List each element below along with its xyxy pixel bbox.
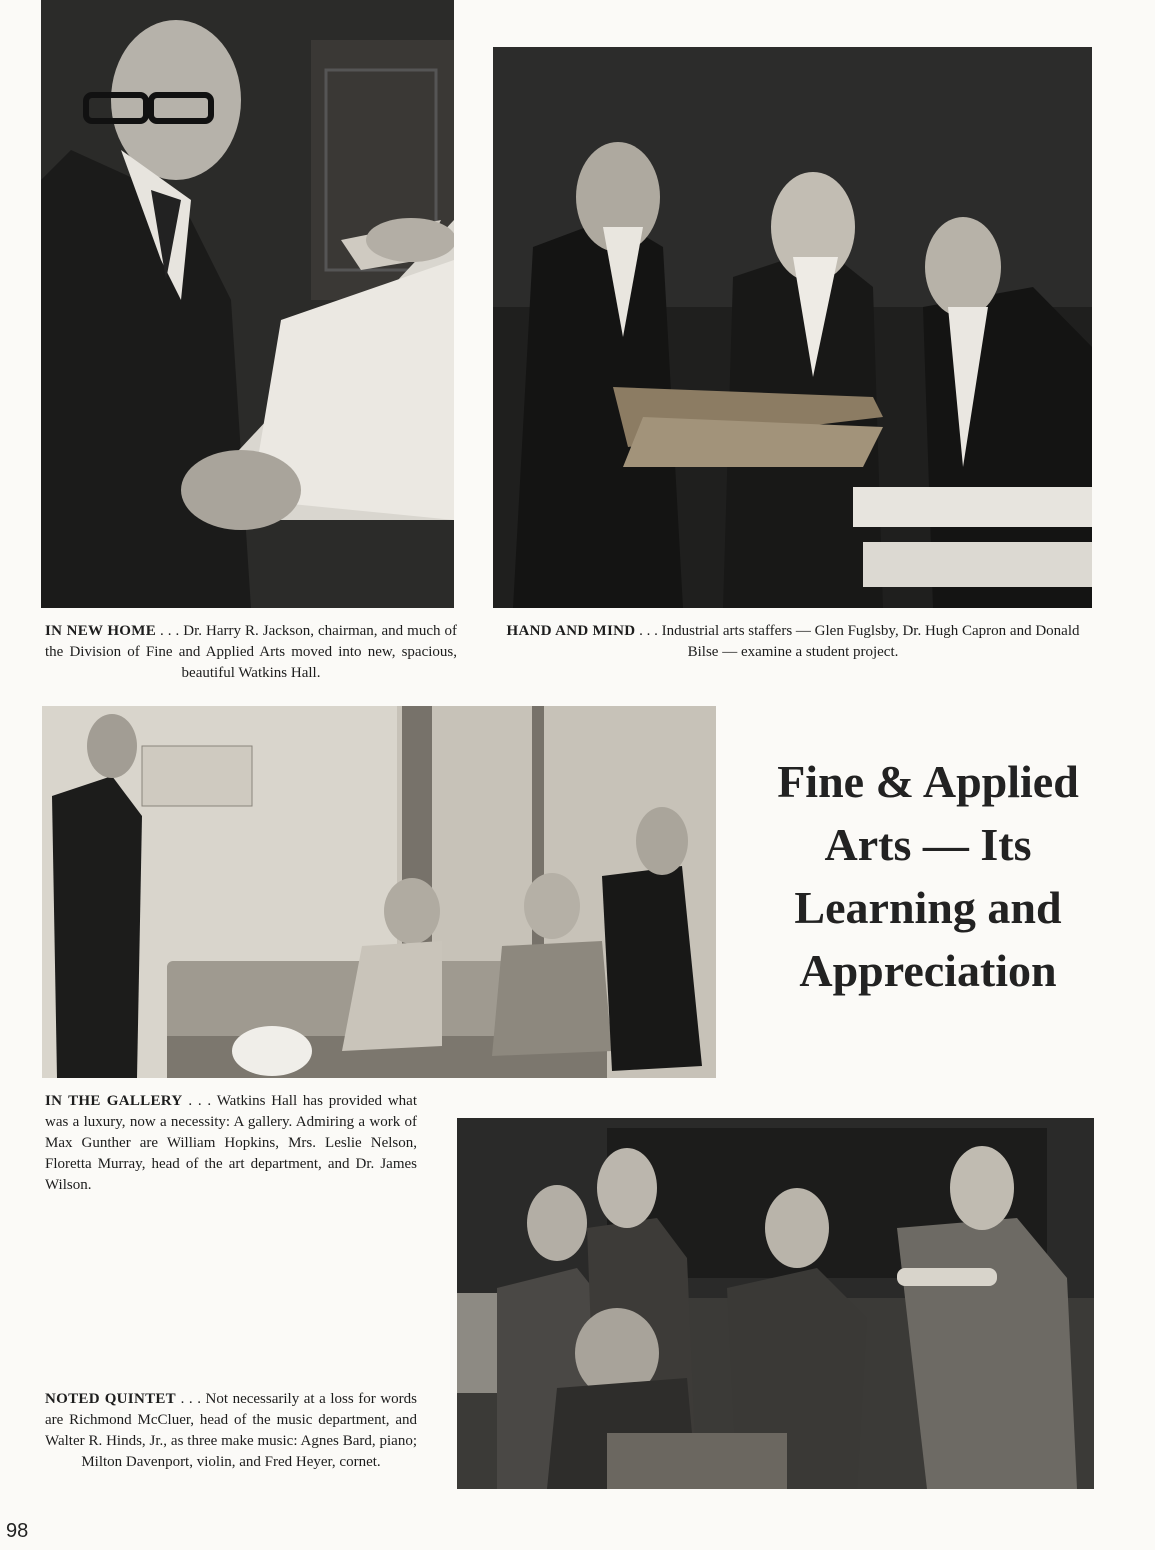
- page-title: [738, 750, 1118, 1002]
- caption-in-the-gallery: [45, 1091, 417, 1196]
- caption-text: . . . Watkins Hall has provided what was a luxury, now a necessity: A gallery. Admiring a work of Max Gunther are William Hopkins, Mrs. Leslie Nelson, Floretta Murray, head of the art department, and Dr. James Wilson.: [45, 1093, 417, 1193]
- title-line: Appreciation: [799, 945, 1057, 996]
- title-line: Fine & Applied: [777, 756, 1079, 807]
- caption-lead: IN THE GALLERY: [45, 1093, 183, 1109]
- caption-in-new-home: [45, 621, 457, 684]
- photo-in-the-gallery: [42, 706, 716, 1078]
- caption-lead: NOTED QUINTET: [45, 1391, 176, 1407]
- caption-text: . . . Dr. Harry R. Jackson, chairman, and much of the Division of Fine and Applied Arts moved into new, spacious, beautiful Watkins Hall.: [45, 623, 457, 681]
- caption-hand-and-mind: [493, 621, 1093, 663]
- caption-lead: IN NEW HOME: [45, 623, 157, 639]
- caption-noted-quintet: [45, 1389, 417, 1473]
- title-line: Learning and: [794, 882, 1062, 933]
- caption-lead: HAND AND MIND: [506, 623, 636, 639]
- photo-new-home: [41, 0, 454, 608]
- photo-noted-quintet: [457, 1118, 1094, 1489]
- caption-text: . . . Not necessarily at a loss for words are Richmond McCluer, head of the music department, and Walter R. Hinds, Jr., as three make music: Agnes Bard, piano; Milton Davenport, violin, and Fred Heyer, cornet.: [45, 1391, 417, 1470]
- photo-hand-and-mind: [493, 47, 1092, 608]
- title-line: Arts — Its: [824, 819, 1032, 870]
- caption-text: . . . Industrial arts staffers — Glen Fuglsby, Dr. Hugh Capron and Donald Bilse — examine a student project.: [635, 623, 1080, 660]
- page-number: 98: [6, 1520, 29, 1542]
